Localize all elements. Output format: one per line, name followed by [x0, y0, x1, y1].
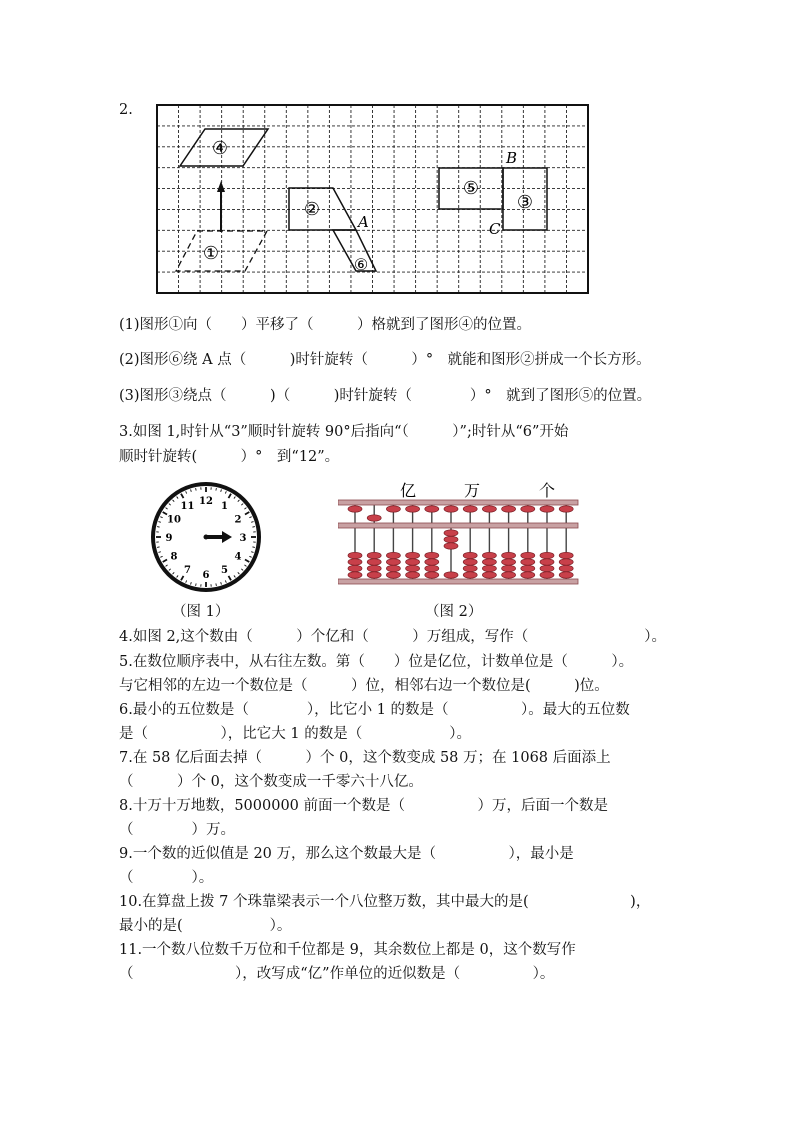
point-c-label: C [489, 220, 501, 238]
abacus-lower-bead [444, 543, 458, 549]
abacus-lower-bead [540, 552, 554, 558]
question-5-line-1: 5.在数位顺序表中，从右往左数。第（ ）位是亿位，计数单位是（ ）。 [119, 654, 634, 670]
abacus-header-yi: 亿 [399, 481, 417, 500]
question-2-3: (3)图形③绕点（ )（ )时针旋转（ ）° 就到了图形⑤的位置。 [119, 388, 652, 404]
abacus-lower-bead [463, 572, 477, 578]
clock-number: 3 [239, 533, 247, 544]
abacus-header-ge: 个 [538, 481, 556, 500]
abacus-lower-bead [386, 552, 400, 558]
abacus-lower-bead [406, 565, 420, 571]
abacus-upper-bead [444, 506, 458, 512]
clock-number: 10 [166, 514, 181, 526]
abacus-upper-bead [482, 506, 496, 512]
question-6-line-2: 是（ ），比它大 1 的数是（ ）。 [119, 726, 471, 742]
clock-tick [252, 527, 254, 528]
question-7-line-1: 7.在 58 亿后面去掉（ ）个 0，这个数变成 58 万；在 1068 后面添上 [119, 750, 611, 766]
abacus-lower-bead [367, 572, 381, 578]
abacus-lower-bead [406, 559, 420, 565]
abacus-upper-bead [540, 506, 554, 512]
abacus-lower-bead [444, 530, 458, 536]
question-2-1: (1)图形①向（ ）平移了（ ）格就到了图形④的位置。 [119, 317, 532, 333]
clock-tick [252, 547, 254, 548]
abacus-lower-bead [482, 572, 496, 578]
abacus-lower-bead [425, 565, 439, 571]
clock-tick [216, 583, 217, 585]
clock-tick [216, 488, 217, 490]
question-10-line-1: 10.在算盘上拨 7 个珠靠梁表示一个八位整万数，其中最大的是( )， [119, 894, 651, 910]
abacus-header-wan: 万 [463, 481, 481, 500]
question-6-line-1: 6.最小的五位数是（ ），比它小 1 的数是（ ）。最大的五位数 [119, 702, 630, 718]
abacus-lower-bead [482, 552, 496, 558]
clock-number: 5 [221, 565, 228, 577]
clock-tick [196, 488, 197, 490]
abacus-lower-bead [502, 572, 516, 578]
question-4: 4.如图 2,这个数由（ ）个亿和（ ）万组成，写作（ ）。 [119, 629, 667, 645]
shape-1-label: ① [202, 243, 220, 264]
clock-number: 4 [234, 551, 242, 563]
question-9-line-1: 9.一个数的近似值是 20 万，那么这个数最大是（ ），最小是 [119, 846, 574, 862]
problem-2-number: 2. [119, 102, 133, 118]
question-10-line-2: 最小的是( ）。 [119, 918, 292, 934]
point-b-label: B [506, 149, 518, 167]
clock-number: 9 [165, 533, 173, 544]
abacus-lower-bead [463, 559, 477, 565]
abacus-lower-bead [482, 565, 496, 571]
abacus-lower-bead [502, 559, 516, 565]
clock-number: 1 [221, 500, 228, 512]
abacus-lower-bead [502, 552, 516, 558]
shape-6-label: ⑥ [353, 255, 369, 274]
abacus-upper-bead [463, 506, 477, 512]
abacus-lower-bead [348, 559, 362, 565]
abacus-lower-bead [540, 559, 554, 565]
abacus-upper-bead [386, 506, 400, 512]
abacus-lower-bead [367, 552, 381, 558]
abacus-lower-bead [521, 572, 535, 578]
question-3-line-2: 顺时针旋转( ）° 到“12”。 [119, 449, 340, 465]
abacus-upper-bead [348, 506, 362, 512]
abacus-lower-bead [348, 565, 362, 571]
caption-figure-2: （图 2） [425, 604, 483, 620]
abacus-lower-bead [463, 565, 477, 571]
shape-3-label: ③ [516, 192, 534, 213]
question-9-line-2: （ ）。 [119, 870, 214, 886]
abacus-lower-bead [406, 572, 420, 578]
abacus-lower-bead [559, 565, 573, 571]
abacus-lower-bead [540, 572, 554, 578]
abacus-upper-bead [367, 515, 381, 521]
clock-tick [196, 583, 197, 585]
abacus-lower-bead [521, 552, 535, 558]
question-2-2: (2)图形⑥绕 A 点（ )时针旋转（ ）° 就能和图形②拼成一个长方形。 [119, 352, 651, 368]
abacus-lower-bead [425, 552, 439, 558]
abacus-lower-bead [463, 552, 477, 558]
abacus-upper-bead [425, 506, 439, 512]
abacus-lower-bead [559, 559, 573, 565]
clock-tick [157, 547, 159, 548]
abacus-lower-bead [559, 572, 573, 578]
abacus-lower-bead [521, 559, 535, 565]
abacus-lower-bead [386, 559, 400, 565]
question-5-line-2: 与它相邻的左边一个数位是（ ）位，相邻右边一个数位是( )位。 [119, 678, 609, 694]
clock-figure [148, 480, 268, 600]
clock-number: 8 [170, 551, 178, 563]
abacus-lower-bead [386, 572, 400, 578]
shape-4-label: ④ [211, 138, 229, 159]
question-7-line-2: （ ）个 0，这个数变成一千零六十八亿。 [119, 774, 423, 790]
arrow-head [217, 181, 225, 192]
translation-rotation-grid [0, 0, 794, 300]
shape-5-label: ⑤ [462, 178, 480, 199]
abacus-figure [338, 478, 588, 588]
question-3-line-1: 3.如图 1,时针从“3”顺时针旋转 90°后指向“（ ）”;时针从“6”开始 [119, 424, 569, 440]
abacus-upper-bead [502, 506, 516, 512]
caption-figure-1: （图 1） [172, 604, 230, 620]
clock-number: 2 [234, 514, 242, 526]
abacus-lower-bead [444, 572, 458, 578]
abacus-lower-bead [348, 572, 362, 578]
abacus-lower-bead [559, 552, 573, 558]
abacus-lower-bead [425, 559, 439, 565]
abacus-lower-bead [540, 565, 554, 571]
abacus-bottom-frame [338, 579, 578, 584]
abacus-upper-bead [406, 506, 420, 512]
abacus-beam [338, 523, 578, 528]
question-8-line-1: 8.十万十万地数，5000000 前面一个数是（ ）万，后面一个数是 [119, 798, 609, 814]
abacus-lower-bead [444, 536, 458, 542]
abacus-lower-bead [386, 565, 400, 571]
clock-number: 7 [184, 565, 191, 577]
abacus-lower-bead [425, 572, 439, 578]
clock-number: 6 [202, 570, 210, 581]
point-a-label: A [358, 213, 369, 231]
question-8-line-2: （ ）万。 [119, 822, 235, 838]
abacus-lower-bead [521, 565, 535, 571]
abacus-lower-bead [348, 552, 362, 558]
abacus-lower-bead [482, 559, 496, 565]
abacus-upper-bead [559, 506, 573, 512]
abacus-lower-bead [502, 565, 516, 571]
clock-tick [157, 527, 159, 528]
abacus-lower-bead [367, 565, 381, 571]
abacus-lower-bead [367, 559, 381, 565]
abacus-lower-bead [406, 552, 420, 558]
clock-number: 12 [199, 496, 213, 507]
clock-number: 11 [180, 500, 195, 512]
question-11-line-1: 11.一个数八位数千万位和千位都是 9，其余数位上都是 0，这个数写作 [119, 942, 576, 958]
shape-2-label: ② [303, 199, 321, 220]
abacus-upper-bead [521, 506, 535, 512]
abacus-top-frame [338, 500, 578, 505]
question-11-line-2: （ ），改写成“亿”作单位的近似数是（ ）。 [119, 966, 555, 982]
